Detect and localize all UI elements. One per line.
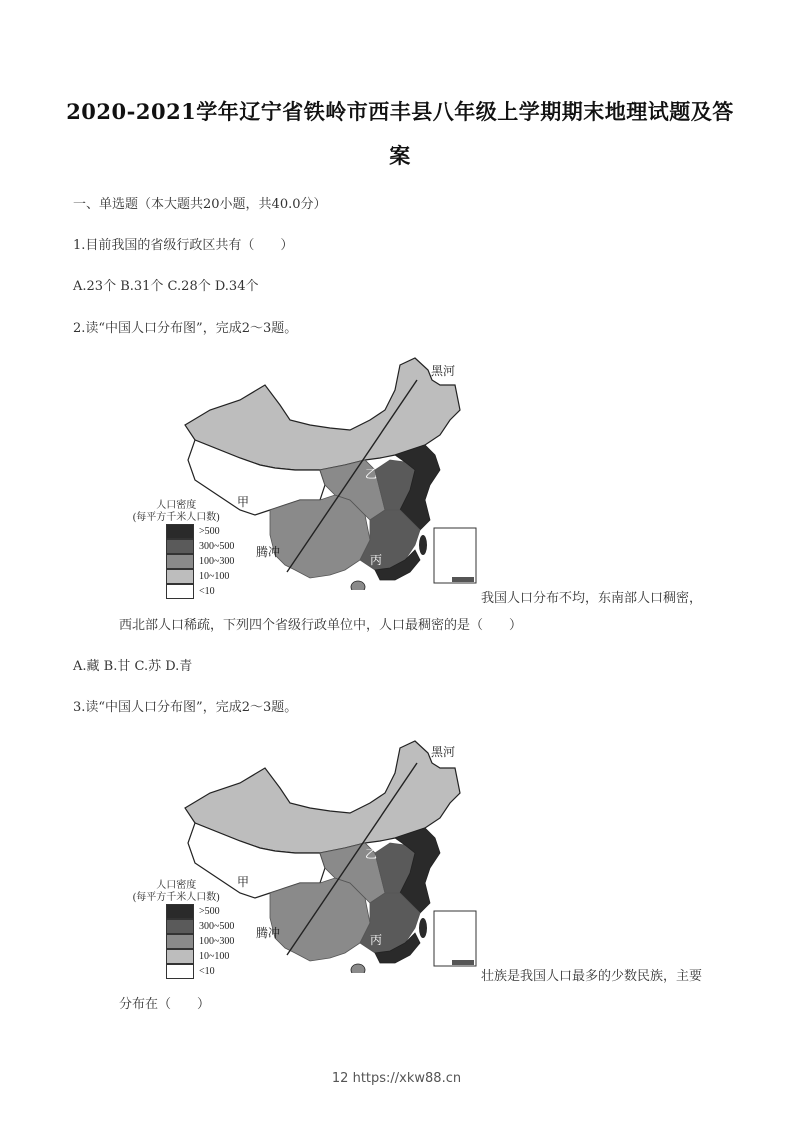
legend-swatch <box>166 524 194 539</box>
document-title-line1: 2020-2021学年辽宁省铁岭市西丰县八年级上学期期末地理试题及答 <box>66 99 734 124</box>
question-2-stem: 2.读“中国人口分布图”，完成2～3题。 <box>73 321 298 336</box>
map-label-bing: 丙 <box>370 553 383 567</box>
map-label-tengchong: 腾冲 <box>256 545 281 559</box>
legend-title: 人口密度 <box>156 500 197 511</box>
legend-swatch <box>166 919 194 934</box>
question-3-stem-continued: 分布在（ ） <box>119 997 211 1012</box>
map-label-heihe: 黑河 <box>431 364 456 378</box>
map-label-tengchong: 腾冲 <box>256 926 281 940</box>
map-label-bing: 丙 <box>370 933 383 947</box>
legend-item: <10 <box>166 964 234 979</box>
legend-item: >500 <box>166 524 234 539</box>
legend-swatch <box>166 964 194 979</box>
legend-swatch <box>166 949 194 964</box>
legend-item: <10 <box>166 584 234 599</box>
legend-swatch <box>166 554 194 569</box>
population-density-legend <box>118 500 234 599</box>
map-label-jia: 甲 <box>237 495 250 509</box>
map-label-heihe: 黑河 <box>431 745 456 759</box>
question-2-options: A.藏 B.甘 C.苏 D.青 <box>73 659 193 674</box>
question-3-stem: 3.读“中国人口分布图”，完成2～3题。 <box>73 700 298 715</box>
legend-swatch <box>166 539 194 554</box>
document-title-line2: 案 <box>389 143 411 168</box>
question-2-stem-continued: 西北部人口稀疏，下列四个省级行政单位中，人口最稠密的是（ ） <box>119 618 523 633</box>
legend-item: 100~300 <box>166 934 234 949</box>
legend-title: 人口密度 <box>156 880 197 891</box>
question-1-stem: 1.目前我国的省级行政区共有（ ） <box>73 238 294 253</box>
legend-item: 100~300 <box>166 554 234 569</box>
legend-swatch <box>166 904 194 919</box>
legend-item: 300~500 <box>166 919 234 934</box>
question-2-caption: 我国人口分布不均，东南部人口稠密， <box>481 591 703 606</box>
legend-subtitle: (每平方千米人口数) <box>132 892 220 903</box>
map-label-jia: 甲 <box>237 875 250 889</box>
page-footer: 12 https://xkw88.cn <box>331 1071 462 1086</box>
legend-swatch <box>166 934 194 949</box>
legend-item: 300~500 <box>166 539 234 554</box>
legend-item: >500 <box>166 904 234 919</box>
question-1-options: A.23个 B.31个 C.28个 D.34个 <box>73 279 259 294</box>
map-label-yi: 乙 <box>365 467 378 481</box>
section-heading: 一、单选题（本大题共20小题，共40.0分） <box>73 197 327 212</box>
question-3-caption: 壮族是我国人口最多的少数民族，主要 <box>481 969 703 984</box>
legend-item: 10~100 <box>166 949 234 964</box>
legend-item: 10~100 <box>166 569 234 584</box>
legend-subtitle: (每平方千米人口数) <box>132 512 220 523</box>
map-label-yi: 乙 <box>365 847 378 861</box>
legend-swatch <box>166 569 194 584</box>
legend-swatch <box>166 584 194 599</box>
population-density-legend <box>118 880 234 979</box>
